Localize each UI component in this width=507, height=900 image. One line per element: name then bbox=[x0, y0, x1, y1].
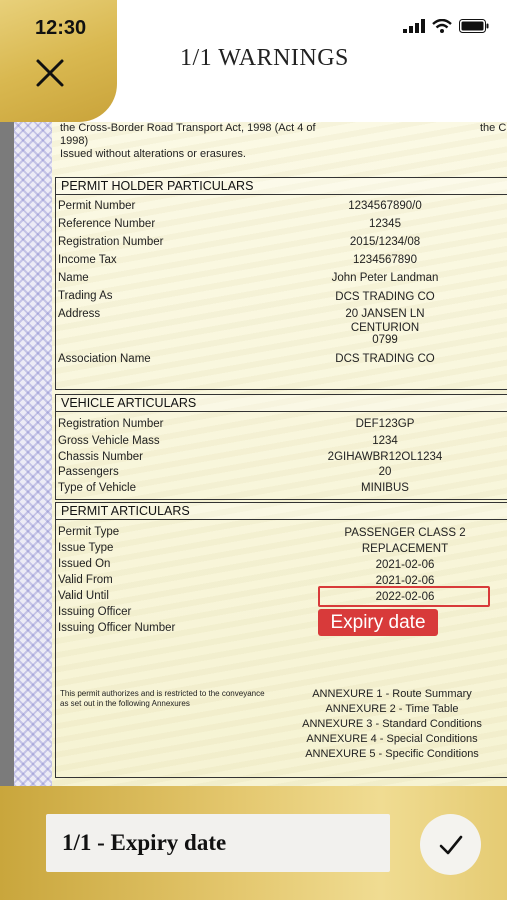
field-label: Association Name bbox=[58, 353, 151, 365]
section-heading: PERMIT ARTICULARS bbox=[56, 503, 507, 520]
field-value: 1234567890 bbox=[353, 254, 417, 266]
page-title: 1/1 WARNINGS bbox=[180, 45, 349, 71]
field-value: 20 bbox=[378, 466, 392, 478]
annexure-item: ANNEXURE 2 - Time Table bbox=[325, 703, 459, 715]
field-value: 0799 bbox=[372, 334, 398, 346]
annexure-item: ANNEXURE 4 - Special Conditions bbox=[306, 733, 478, 745]
annexure-item: ANNEXURE 5 - Specific Conditions bbox=[305, 748, 479, 760]
annexure-item: ANNEXURE 3 - Standard Conditions bbox=[302, 718, 482, 730]
header-bar bbox=[0, 0, 507, 122]
field-value: CENTURION bbox=[350, 322, 420, 334]
field-value: DCS TRADING CO bbox=[335, 353, 435, 365]
field-label: Registration Number bbox=[58, 418, 164, 430]
section-heading: PERMIT HOLDER PARTICULARS bbox=[56, 178, 507, 195]
field-label: Gross Vehicle Mass bbox=[58, 435, 160, 447]
field-label: Permit Type bbox=[58, 526, 120, 538]
field-value: 2021-02-06 bbox=[375, 575, 435, 587]
field-value: DEF123GP bbox=[355, 418, 415, 430]
expiry-date-tag[interactable]: Expiry date bbox=[318, 609, 438, 636]
field-label: Valid Until bbox=[58, 590, 109, 602]
field-label: Income Tax bbox=[58, 254, 117, 266]
battery-icon bbox=[459, 19, 489, 33]
close-icon bbox=[32, 55, 68, 91]
field-label: Issued On bbox=[58, 558, 111, 570]
field-label: Address bbox=[58, 308, 101, 320]
field-value: 2022-02-06 bbox=[375, 591, 435, 603]
field-value: 12345 bbox=[369, 218, 401, 230]
field-value: John Peter Landman bbox=[331, 272, 439, 284]
field-label: Issuing Officer Number bbox=[58, 622, 176, 634]
field-value: 2GIHAWBR12OL1234 bbox=[327, 451, 443, 463]
confirm-button[interactable] bbox=[420, 814, 481, 875]
field-label: Registration Number bbox=[58, 236, 164, 248]
field-value: REPLACEMENT bbox=[361, 543, 449, 555]
field-value: DCS TRADING CO bbox=[335, 291, 435, 303]
field-value: 2015/1234/08 bbox=[349, 236, 421, 248]
status-icons bbox=[403, 19, 489, 33]
status-time: 12:30 bbox=[35, 17, 87, 39]
bottom-bar bbox=[0, 786, 507, 900]
field-label: Valid From bbox=[58, 574, 113, 586]
field-value: PASSENGER CLASS 2 bbox=[344, 527, 466, 539]
divider bbox=[55, 777, 507, 778]
document-edge bbox=[0, 122, 14, 786]
intro-text-right: the C bbox=[480, 122, 507, 134]
field-value: MINIBUS bbox=[361, 482, 409, 494]
wifi-icon bbox=[432, 19, 452, 33]
intro-line-1: the Cross-Border Road Transport Act, 1998 (Act 4 of 1998) bbox=[60, 122, 316, 147]
field-value: 2021-02-06 bbox=[375, 559, 435, 571]
field-value: 1234567890/0 bbox=[348, 200, 422, 212]
field-label: Passengers bbox=[58, 466, 119, 478]
field-label: Issuing Officer bbox=[58, 606, 132, 618]
warning-summary[interactable]: 1/1 - Expiry date bbox=[46, 814, 390, 872]
field-label: Trading As bbox=[58, 290, 113, 302]
close-button[interactable] bbox=[32, 55, 68, 91]
signal-icon bbox=[403, 19, 425, 33]
field-value: 20 JANSEN LN bbox=[345, 308, 425, 320]
field-label: Chassis Number bbox=[58, 451, 143, 463]
annexure-footnote: This permit authorizes and is restricted to the conveyance as set out in the following Annexures bbox=[60, 689, 265, 708]
checkmark-icon bbox=[437, 831, 465, 859]
field-label: Issue Type bbox=[58, 542, 114, 554]
field-label: Type of Vehicle bbox=[58, 482, 136, 494]
field-label: Reference Number bbox=[58, 218, 156, 230]
document-view[interactable] bbox=[0, 122, 507, 786]
field-label: Name bbox=[58, 272, 89, 284]
section-heading: VEHICLE ARTICULARS bbox=[56, 395, 507, 412]
document-content bbox=[52, 122, 507, 786]
document-intro-text bbox=[60, 122, 340, 161]
field-label: Permit Number bbox=[58, 200, 136, 212]
field-value: 1234 bbox=[372, 435, 398, 447]
annexure-item: ANNEXURE 1 - Route Summary bbox=[312, 688, 472, 700]
warning-highlight-box[interactable] bbox=[318, 586, 490, 607]
intro-line-2: Issued without alterations or erasures. bbox=[60, 148, 246, 160]
document-security-border bbox=[14, 122, 52, 786]
